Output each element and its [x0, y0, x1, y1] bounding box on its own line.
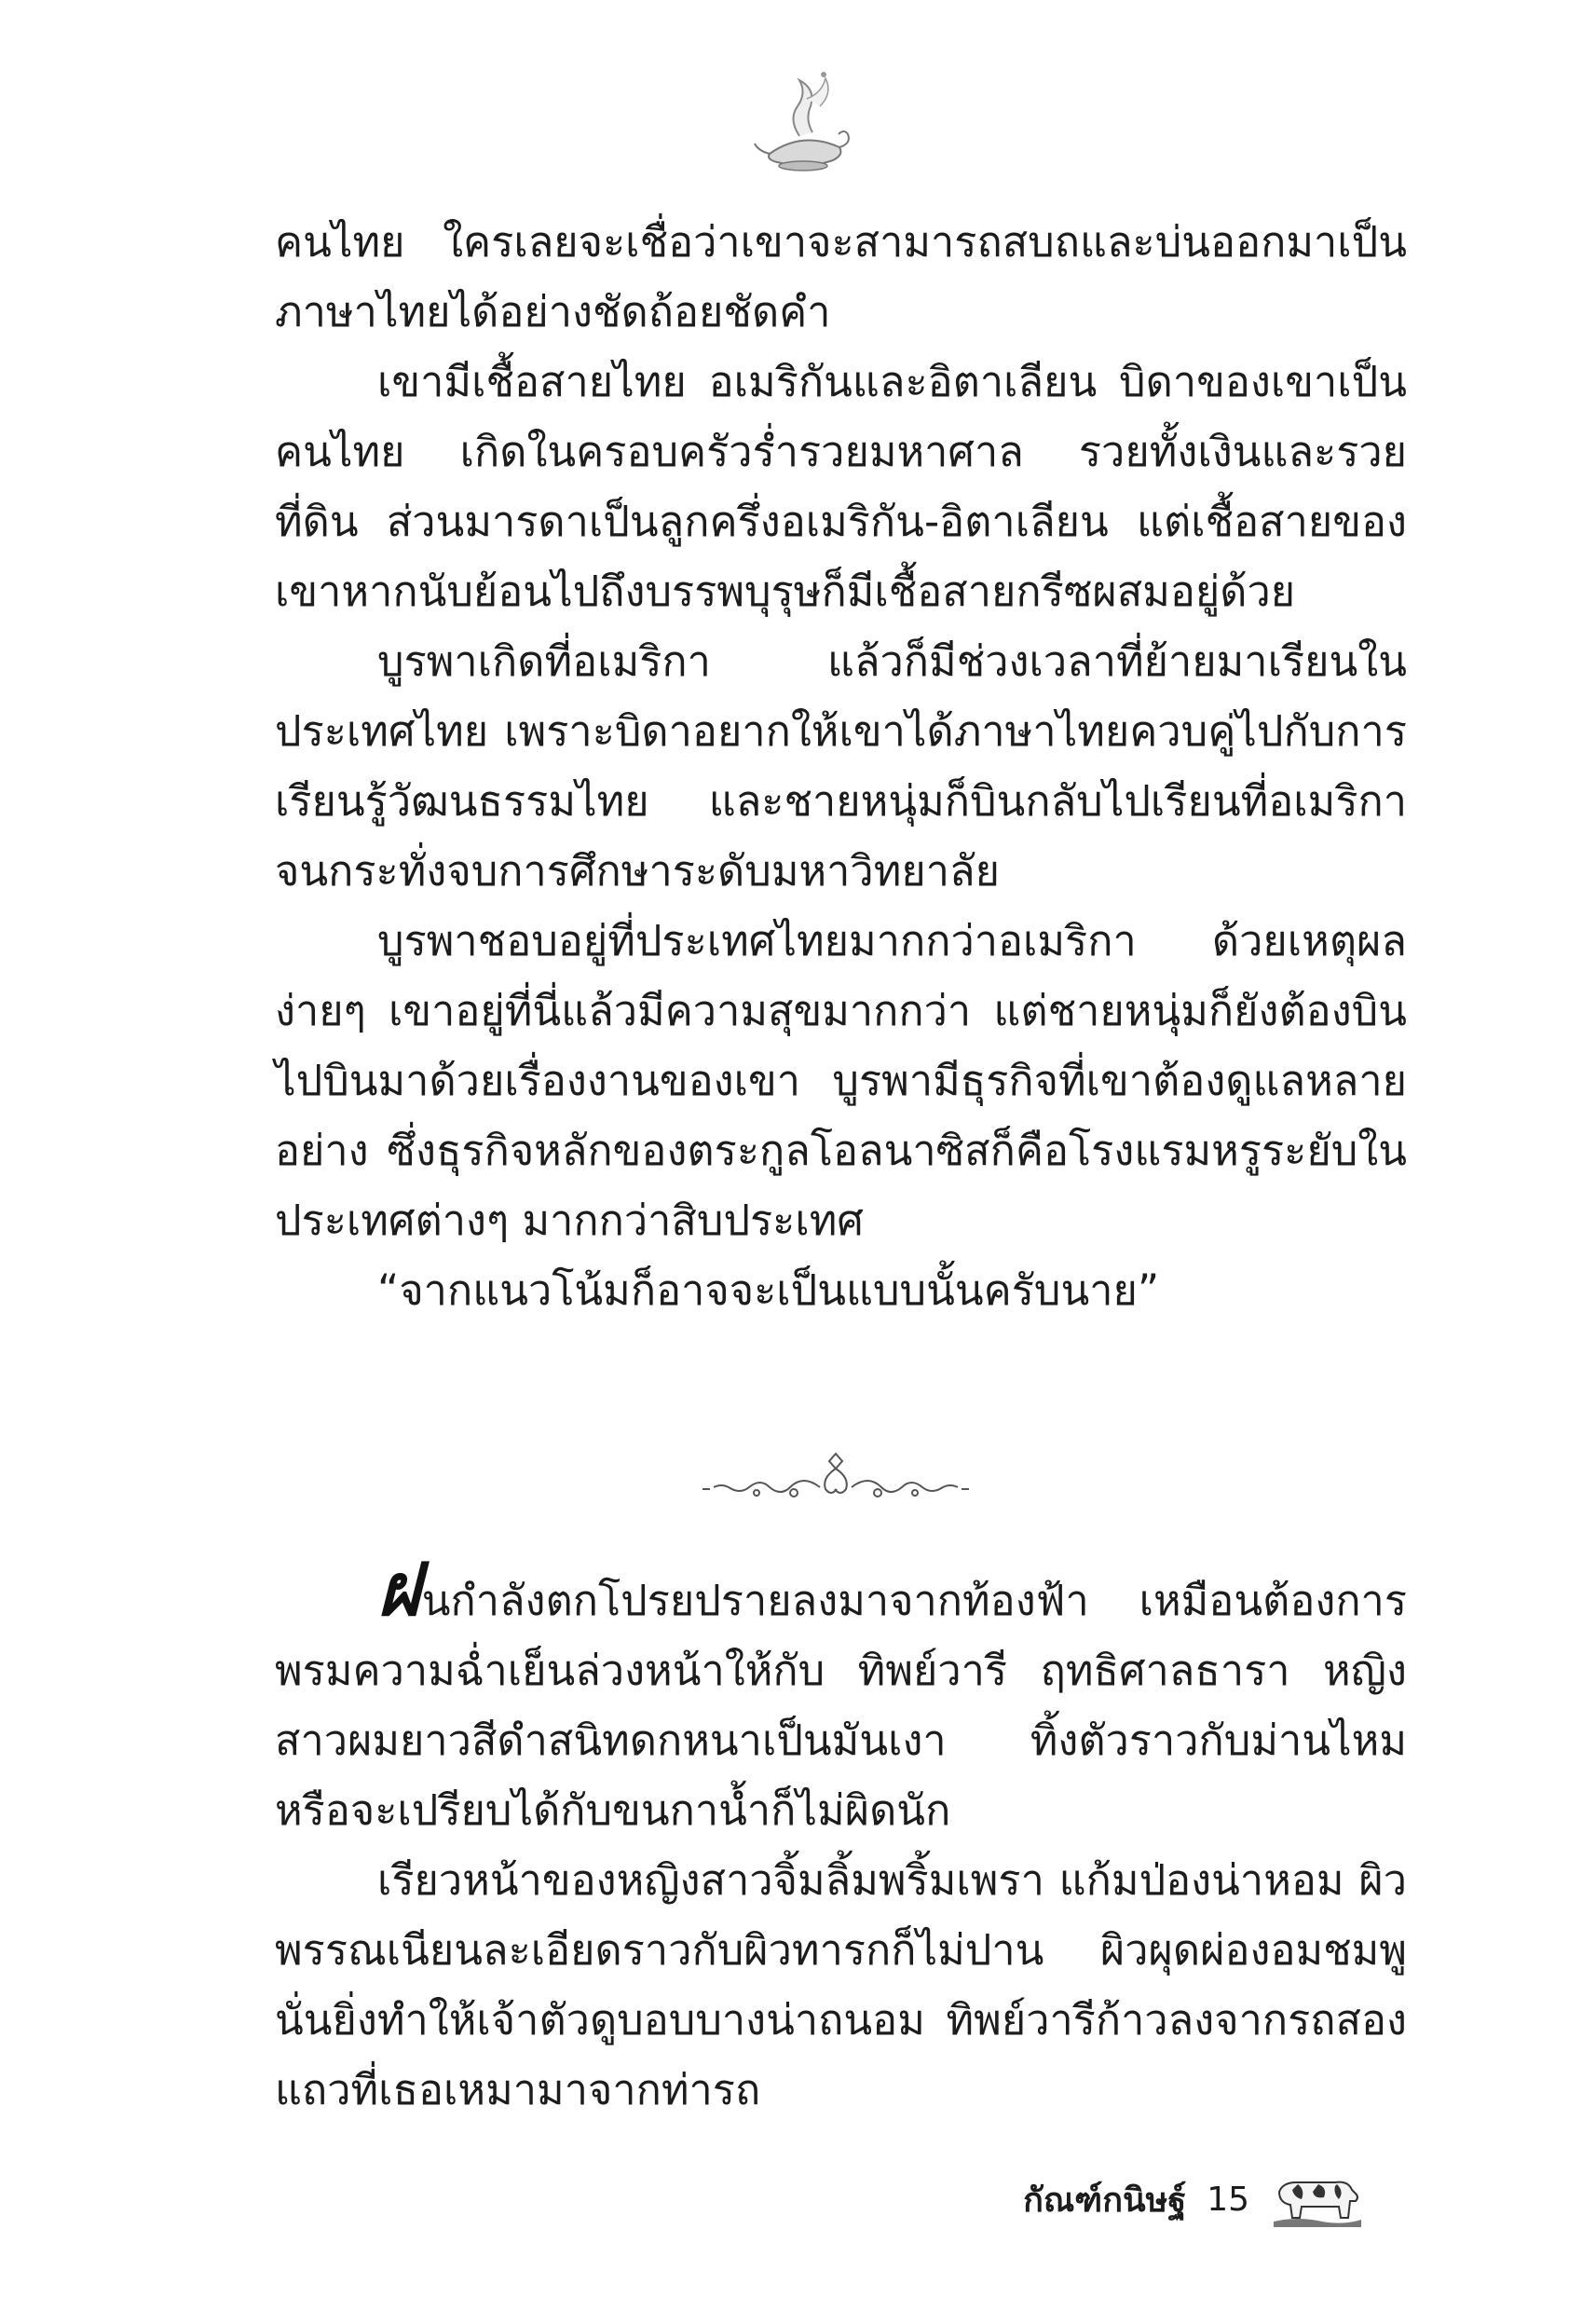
paragraph: คนไทย ใครเลยจะเชื่อว่าเขาจะสามารถสบถและบ่นออกมาเป็นภาษาไทยได้อย่างชัดถ้อยชัดคำ	[275, 217, 1407, 336]
book-title: กัณฑ์กนิษฐ์	[1023, 2181, 1187, 2220]
dialogue-line: “จากแนวโน้มก็อาจจะเป็นแบบนั้นครับนาย”	[377, 1265, 1160, 1315]
opening-paragraph	[275, 1549, 1407, 1845]
cow-logo-icon	[1270, 2171, 1363, 2227]
paragraph: บูรพาเกิดที่อเมริกา แล้วก็มีช่วงเวลาที่ย้ายมาเรียนในประเทศไทย เพราะบิดาอยากให้เขาได้ภาษาไทยควบคู่ไปกับการเรียนรู้วัฒนธรรมไทย และชายหนุ่มก็บินกลับไปเรียนที่อเมริกาจนกระทั่งจบการศึกษาระดับมหาวิทยาลัย	[275, 636, 1407, 896]
page-footer	[1023, 2171, 1363, 2227]
paragraph: บูรพาชอบอยู่ที่ประเทศไทยมากกว่าอเมริกา ด้วยเหตุผลง่ายๆ เขาอยู่ที่นี่แล้วมีความสุขมากกว่า แต่ชายหนุ่มก็ยังต้องบินไปบินมาด้วยเรื่องงานของเขา บูรพามีธุรกิจที่เขาต้องดูแลหลายอย่าง ซึ่งธุรกิจหลักของตระกูลโอลนาซิสก็คือโรงแรมหรูระยับในประเทศต่างๆ มากกว่าสิบประเทศ	[275, 916, 1407, 1245]
opening-paragraph-text: นกำลังตกโปรยปรายลงมาจากท้องฟ้า เหมือนต้องการพรมความฉ่ำเย็นล่วงหน้าให้กับ ทิพย์วารี ฤทธิศาลธารา หญิงสาวผมยาวสีดำสนิทดกหนาเป็นมันเงา ทิ้งตัวราวกับม่านไหม หรือจะเปรียบได้กับขนกาน้ำก็ไม่ผิดนัก	[275, 1576, 1407, 1835]
drop-cap: ฝ	[377, 1549, 420, 1633]
section-divider-ornament-icon	[701, 1446, 971, 1511]
lamp-ornament-icon	[751, 65, 853, 177]
text-section-2	[275, 1549, 1407, 2125]
page-number: 15	[1207, 2180, 1249, 2219]
paragraph: เขามีเชื้อสายไทย อเมริกันและอิตาเลียน บิดาของเขาเป็นคนไทย เกิดในครอบครัวร่ำรวยมหาศาล รวยทั้งเงินและรวยที่ดิน ส่วนมารดาเป็นลูกครึ่งอเมริกัน-อิตาเลียน แต่เชื้อสายของเขาหากนับย้อนไปถึงบรรพบุรุษก็มีเชื้อสายกรีซผสมอยู่ด้วย	[275, 357, 1407, 616]
paragraph: เรียวหน้าของหญิงสาวจิ้มลิ้มพริ้มเพรา แก้มป่องน่าหอม ผิวพรรณเนียนละเอียดราวกับผิวทารกก็ไม่ปาน ผิวผุดผ่องอมชมพูนั่นยิ่งทำให้เจ้าตัวดูบอบบางน่าถนอม ทิพย์วารีก้าวลงจากรถสองแถวที่เธอเหมามาจากท่ารถ	[275, 1855, 1407, 2114]
text-section-1	[275, 207, 1407, 1325]
